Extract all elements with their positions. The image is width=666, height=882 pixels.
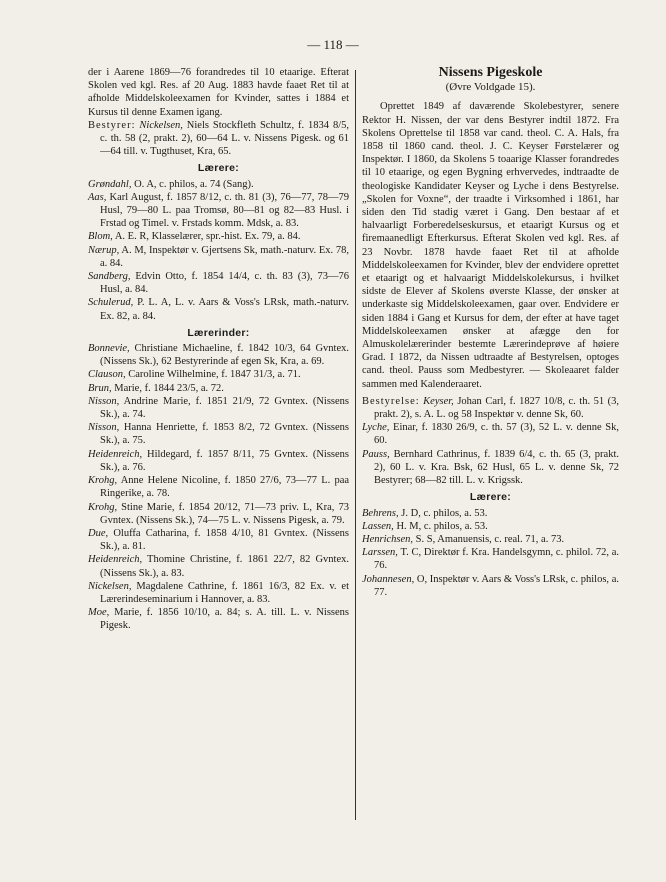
school-title: Nissens Pigeskole xyxy=(438,65,543,80)
entry-text: A. M, Inspektør v. Gjertsens Sk, math.-naturv. Ex. 78, a. 84. xyxy=(100,244,349,269)
entry-text: O, Inspektør v. Aars & Voss's LRsk, c. philos, a. 77. xyxy=(374,573,619,598)
bestyrelse-label: Bestyrelse: xyxy=(362,395,420,407)
entry-text: A. E. R, Klasselærer, spr.-hist. Ex. 79, a. 84. xyxy=(114,231,301,243)
entry-text: Einar, f. 1830 26/9, c. th. 57 (3), 52 L. v. denne Sk, 60. xyxy=(374,422,619,447)
bestyrer-name: Nickelsen, xyxy=(139,119,183,131)
list-item xyxy=(88,421,349,447)
entry-name: Due, xyxy=(88,527,109,539)
entry-text: Christiane Michaeline, f. 1842 10/3, 64 Gvntex. (Nissens Sk.), 62 Bestyrerinde af egen Sk, Kra, a. 69. xyxy=(100,343,350,368)
history-paragraph: Oprettet 1849 af daværende Skolebestyrer, senere Rektor H. Nissen, der var dens Bestyrer indtil 1872. Fra Skolens Oprettelse til 1858 var cand. theol. C. A. Hals, fra 1858 til 1860 cand. theol. J. C. Keyser Førstelærer og Inspektør. I 1860, da Skolens 5 toaarige Klasser forandredes til 10 etaarige, og egen Bygning erhvervedes, indtraadte de theologiske Kandidater Keyser og Lyche i dens Bestyrelse. „Skolen for Voxne“, der traadte i Virksomhed i 1861, har siden den Tid stadig været i Gang. Den bestaar af et halvaarligt Forberedelseskursus, et etaarigt Kursus og et firemaanedligt Efterkursus. Efterat Skolen ved kgl. Res. af 23 Novbr. 1878 havde faaet Ret til at afholde Middelskoleexamen for Kvinder, blev der endvidere oprettet et etaarigt og et halvaarigt Middelskolekursus, i hvilket sidste de Elever af Skolens øverste Klasse, der ønsker at underkaste sig Middelskoleexamen, gaar over. Endvidere er siden 1884 i Gang et Kursus for dem, der efter at have taget Middelskoleexamen ønsker at afægge den for Almuskolelærerinder bestemte Lærerindeprøve af høiere Grad. I 1872, da Nissen udtraadte af Bestyrelsen, optoges cand. theol. Pauss som Medbestyrer. — Skoleaaret falder sammen med Kalenderaaret. xyxy=(362,101,619,390)
list-item xyxy=(362,507,619,520)
entry-name: Keyser, xyxy=(423,395,454,407)
laererinder-heading: Lærerinder: xyxy=(187,326,250,339)
bestyrer-text: Niels Stockfleth Schultz, f. 1834 8/5, c. th. 58 (2, prakt. 2), 60—64 L. v. Nissens Pigesk. og 61—64 till. v. Tugthuset, Kra, 65. xyxy=(100,119,350,158)
list-item xyxy=(362,421,619,447)
list-item xyxy=(88,527,349,553)
entry-text: Caroline Wilhelmine, f. 1847 31/3, a. 71. xyxy=(128,369,301,381)
entry-text: Hanna Henriette, f. 1853 8/2, 72 Gvntex. (Nissens Sk.), a. 75. xyxy=(100,422,349,447)
right-laerere-heading: Lærere: xyxy=(469,491,512,504)
entry-text: S. S, Amanuensis, c. real. 71, a. 73. xyxy=(415,533,565,545)
list-item xyxy=(362,573,619,599)
list-item xyxy=(88,270,349,296)
bestyrelse-entry xyxy=(362,395,619,421)
entry-name: Larssen, xyxy=(362,547,398,559)
list-item xyxy=(88,448,349,474)
entry-name: Moe, xyxy=(88,607,110,619)
entry-text: Oluffa Catharina, f. 1858 4/10, 81 Gvntex. (Nissens Sk.), a. 81. xyxy=(100,527,349,553)
entry-text: Marie, f. 1844 23/5, a. 72. xyxy=(114,382,224,394)
entry-text: O. A, c. philos, a. 74 (Sang). xyxy=(134,178,254,190)
intro-paragraph: der i Aarene 1869—76 forandredes til 10 etaarige. Efterat Skolen ved kgl. Res. af 20 Aug. 1883 havde faaet Ret til at afholde Middelskoleexamen for Kvinder, sattes i 1884 et Kursus til denne Examen igang. xyxy=(88,67,349,118)
entry-name: Aas, xyxy=(88,191,107,203)
entry-name: Nickelsen, xyxy=(88,580,132,592)
laerere-heading: Lærere: xyxy=(197,162,240,175)
entry-name: Lassen, xyxy=(362,520,394,532)
entry-name: Lyche, xyxy=(362,422,390,434)
entry-name: Nisson, xyxy=(88,422,120,434)
list-item xyxy=(88,230,349,243)
list-item xyxy=(362,520,619,533)
entry-name: Krohg, xyxy=(88,501,118,513)
entry-name: Clauson, xyxy=(88,369,126,381)
column-divider xyxy=(355,70,356,820)
entry-name: Heidenreich, xyxy=(88,554,143,566)
entry-name: Henrichsen, xyxy=(362,533,414,545)
entry-name: Pauss, xyxy=(362,448,390,460)
list-item xyxy=(362,546,619,572)
entry-text: Hildegard, f. 1857 8/11, 75 Gvntex. (Nissens Sk.), a. 76. xyxy=(100,448,349,473)
entry-name: Schulerud, xyxy=(88,297,134,309)
list-item xyxy=(88,296,349,322)
bestyrer-entry xyxy=(88,119,349,159)
entry-name: Nisson, xyxy=(88,395,120,407)
list-item xyxy=(88,606,349,632)
entry-text: Thomine Christine, f. 1861 22/7, 82 Gvntex. (Nissens Sk.), a. 83. xyxy=(100,554,350,579)
list-item xyxy=(88,191,349,231)
bestyrer-label: Bestyrer: xyxy=(88,119,136,131)
entry-text: P. L. A, L. v. Aars & Voss's LRsk, math.-naturv. Ex. 82, a. 84. xyxy=(100,297,349,322)
page-number: — 118 — xyxy=(307,37,359,52)
entry-name: Heidenreich, xyxy=(88,448,143,460)
entry-name: Brun, xyxy=(88,382,112,394)
list-item xyxy=(88,501,349,527)
left-column xyxy=(88,66,349,633)
entry-text: J. D, c. philos, a. 53. xyxy=(401,507,488,519)
entry-text: H. M, c. philos, a. 53. xyxy=(396,520,488,532)
list-item xyxy=(88,368,349,381)
list-item xyxy=(88,553,349,579)
entry-text: T. C, Direktør f. Kra. Handelsgymn, c. philol. 72, a. 76. xyxy=(374,547,620,572)
entry-text: Karl August, f. 1857 8/12, c. th. 81 (3), 76—77, 78—79 Husl, 79—80 L. paa Tromsø, 80—81 og 82—83 Husl. i Frstad og Timel. v. Frstads komm. Mdsk, a. 83. xyxy=(100,191,350,230)
entry-text: Edvin Otto, f. 1854 14/4, c. th. 83 (3), 73—76 Husl, a. 84. xyxy=(100,271,350,296)
list-item xyxy=(88,244,349,270)
entry-name: Behrens, xyxy=(362,507,399,519)
list-item xyxy=(88,580,349,606)
entry-name: Grøndahl, xyxy=(88,178,132,190)
list-item xyxy=(362,533,619,546)
entry-text: Bernhard Cathrinus, f. 1839 6/4, c. th. 65 (3, prakt. 2), 60 L. v. Kra. Bsk, 62 Husl, 65 L. v. denne Sk, 72 Bestyrer; 68—82 till. L. v. Krigssk. xyxy=(374,448,620,487)
entry-text: Magdalene Cathrine, f. 1861 16/3, 82 Ex. v. et Lærerindeseminarium i Hannover, a. 83. xyxy=(100,580,349,605)
entry-text: Andrine Marie, f. 1851 21/9, 72 Gvntex. (Nissens Sk.), a. 74. xyxy=(100,395,350,421)
list-item xyxy=(362,448,619,488)
entry-text: Johan Carl, f. 1827 10/8, c. th. 51 (3, prakt. 2), s. A. L. og 58 Inspektør v. denne Sk, 60. xyxy=(374,395,619,421)
list-item xyxy=(88,342,349,368)
entry-name: Nærup, xyxy=(88,244,120,256)
entry-name: Sandberg, xyxy=(88,271,131,283)
right-column xyxy=(362,66,619,599)
list-item xyxy=(88,395,349,421)
list-item xyxy=(88,474,349,500)
school-address: (Øvre Voldgade 15). xyxy=(445,81,536,94)
list-item xyxy=(88,178,349,191)
entry-name: Krohg, xyxy=(88,475,118,487)
list-item xyxy=(88,382,349,395)
entry-name: Bonnevie, xyxy=(88,343,130,355)
entry-text: Stine Marie, f. 1854 20/12, 71—73 priv. L, Kra, 73 Gvntex. (Nissens Sk.), 74—75 L. v. Nissens Pigesk, a. 79. xyxy=(100,501,349,526)
entry-name: Blom, xyxy=(88,231,113,243)
entry-name: Johannesen, xyxy=(362,573,415,585)
entry-text: Marie, f. 1856 10/10, a. 84; s. A. till. L. v. Nissens Pigesk. xyxy=(100,607,349,632)
entry-text: Anne Helene Nicoline, f. 1850 27/6, 73—77 L. paa Ringerike, a. 78. xyxy=(100,475,350,500)
